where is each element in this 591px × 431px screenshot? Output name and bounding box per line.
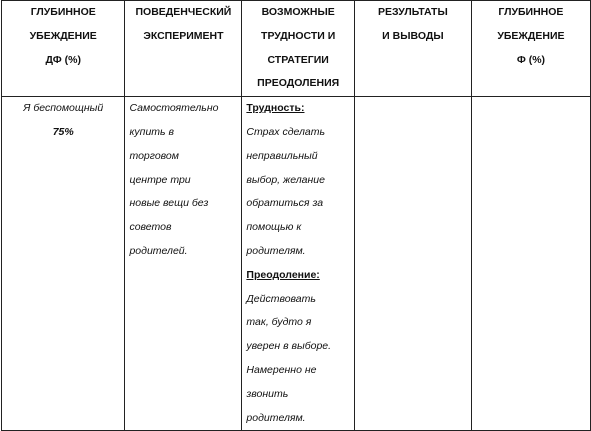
- table-row: [2, 97, 591, 431]
- results-cell[interactable]: [354, 97, 471, 431]
- difficulties-cell[interactable]: Трудность: Страх сделать неправильный выбор, желание обратиться за помощью к родителям. Преодоление: Действовать так, будто я уверен в выборе. Намеренно не звонить родителям.: [242, 97, 355, 431]
- header-results: РЕЗУЛЬТАТЫ И ВЫВОДЫ: [354, 1, 471, 97]
- header-initial-belief: ГЛУБИННОЕ УБЕЖДЕНИЕ ДФ (%): [2, 1, 125, 97]
- overcoming-label: Преодоление:: [246, 268, 320, 281]
- belief-percent: 75%: [52, 125, 74, 138]
- header-difficulties: ВОЗМОЖНЫЕ ТРУДНОСТИ И СТРАТЕГИИ ПРЕОДОЛЕНИЯ: [242, 1, 355, 97]
- behavioral-experiment-table: [1, 0, 591, 431]
- belief-text: Я беспомощный: [23, 102, 104, 115]
- header-experiment: ПОВЕДЕНЧЕСКИЙ ЭКСПЕРИМЕНТ: [125, 1, 242, 97]
- header-final-belief: ГЛУБИННОЕ УБЕЖДЕНИЕ Ф (%): [471, 1, 590, 97]
- difficulty-label: Трудность:: [246, 102, 305, 115]
- experiment-cell[interactable]: Самостоятельно купить в торговом центре три новые вещи без советов родителей.: [125, 97, 242, 431]
- initial-belief-cell[interactable]: [2, 97, 125, 431]
- header-row: [2, 1, 591, 97]
- final-belief-cell[interactable]: [471, 97, 590, 431]
